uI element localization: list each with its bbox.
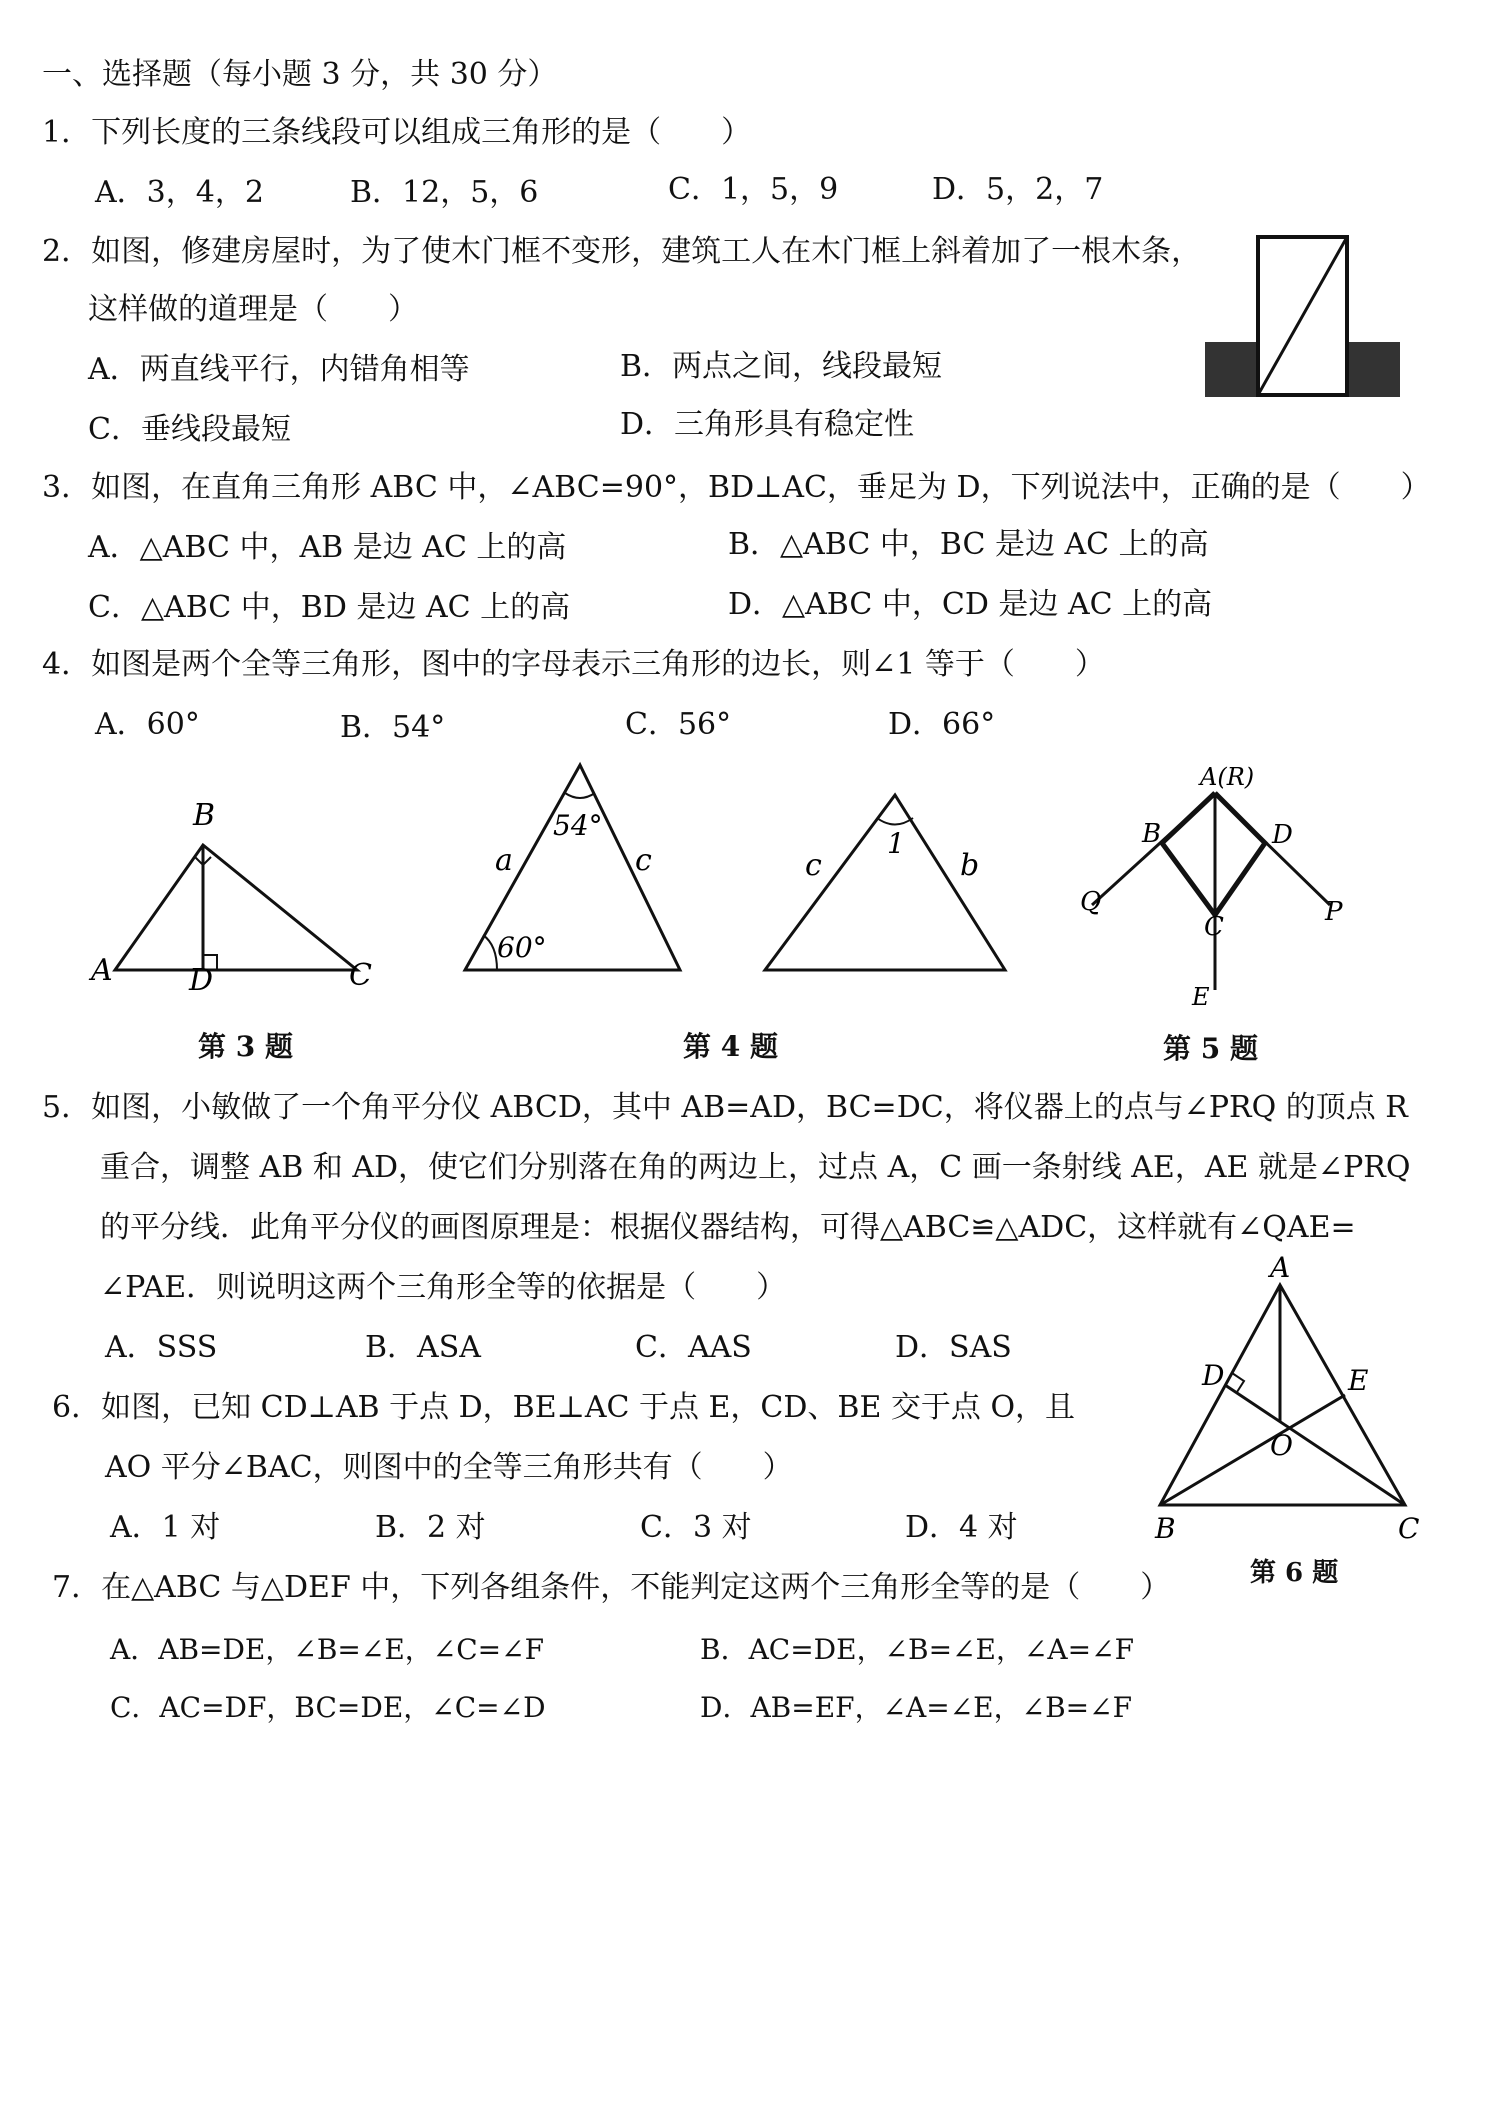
q5-option-d: D．SAS [895,1330,1012,1365]
q5-option-b: B．ASA [365,1330,481,1365]
q6-stem-cont: AO 平分∠BAC，则图中的全等三角形共有（ ） [105,1450,793,1485]
caption-q5: 第 5 题 [1163,1032,1258,1065]
q7-option-a: A．AB=DE，∠B=∠E，∠C=∠F [110,1633,545,1666]
q4-option-b: B．54° [340,710,446,745]
label-side-c: c [635,843,652,878]
label-angle-60: 60° [497,931,547,964]
q5-option-a: A．SSS [105,1330,218,1365]
q3-stem: 3．如图，在直角三角形 ABC 中，∠ABC=90°，BD⊥AC，垂足为 D，下列说法中，正确的是（ ） [42,470,1431,505]
q5-option-c: C．AAS [635,1330,752,1365]
label-side-b: b [960,848,980,883]
q7-stem: 7．在△ABC 与△DEF 中，下列各组条件，不能判定这两个三角形全等的是（ ） [52,1570,1171,1605]
label-ar: A(R) [1200,765,1255,791]
q4-figure-left [455,755,695,985]
label-b5: B [1142,819,1162,849]
q3-option-d: D．△ABC 中，CD 是边 AC 上的高 [728,587,1213,622]
q5-stem-line3: 的平分线．此角平分仪的画图原理是：根据仪器结构，可得△ABC≌△ADC，这样就有∠QAE= [100,1210,1356,1245]
q5-stem: 5．如图，小敏做了一个角平分仪 ABCD，其中 AB=AD，BC=DC，将仪器上的点与∠PRQ 的顶点 R [42,1090,1408,1125]
segment-be [1160,1395,1345,1505]
label-p: P [1325,897,1343,927]
label-side-c2: c [805,848,822,883]
q7-option-d: D．AB=EF，∠A=∠E，∠B=∠F [700,1691,1133,1724]
wall-right [1345,342,1400,397]
label-a: A [91,953,113,988]
label-c5: C [1204,912,1224,942]
q1-option-d: D．5，2，7 [932,172,1104,207]
label-e5: E [1192,983,1210,1011]
q3-option-a: A．△ABC 中，AB 是边 AC 上的高 [88,530,567,565]
label-q: Q [1080,887,1102,917]
label-c: C [349,958,372,993]
q5-stem-line4: ∠PAE．则说明这两个三角形全等的依据是（ ） [100,1270,787,1305]
q2-option-a: A．两直线平行，内错角相等 [88,352,470,387]
caption-q6: 第 6 题 [1250,1558,1339,1588]
q1-option-b: B．12，5，6 [350,175,539,210]
label-e6: E [1348,1364,1369,1397]
q4-option-c: C．56° [625,707,732,742]
q4-option-a: A．60° [95,707,200,742]
angle-mark-1 [877,818,913,825]
caption-q4: 第 4 题 [683,1030,778,1063]
q2-option-d: D．三角形具有稳定性 [620,407,915,442]
q2-option-c: C．垂线段最短 [88,412,291,447]
q1-option-a: A．3，4，2 [95,175,264,210]
label-a6: A [1270,1255,1291,1284]
label-angle-1: 1 [887,827,905,860]
label-angle-54: 54° [553,809,603,842]
q6-option-d: D．4 对 [905,1510,1018,1545]
q6-stem: 6．如图，已知 CD⊥AB 于点 D，BE⊥AC 于点 E，CD、BE 交于点 O，且 [52,1390,1076,1425]
q6-option-b: B．2 对 [375,1510,486,1545]
q3-option-b: B．△ABC 中，BC 是边 AC 上的高 [728,527,1209,562]
q2-door-figure [1205,232,1405,402]
label-side-a: a [495,843,513,878]
label-d6: D [1202,1359,1225,1392]
angle-mark-top [565,793,595,798]
q2-stem: 2．如图，修建房屋时，为了使木门框不变形，建筑工人在木门框上斜着加了一根木条， [42,234,1202,269]
q1-stem: 1．下列长度的三条线段可以组成三角形的是（ ） [42,115,752,150]
q2-stem-cont: 这样做的道理是（ ） [88,292,418,327]
label-b6: B [1155,1512,1176,1545]
q5-figure [1080,765,1360,1015]
label-b: B [193,798,216,833]
segment-cd [1225,1385,1405,1505]
q7-option-c: C．AC=DF，BC=DE，∠C=∠D [110,1691,546,1724]
triangle-abc [115,845,357,970]
q6-figure [1140,1255,1420,1545]
q3-option-c: C．△ABC 中，BD 是边 AC 上的高 [88,590,571,625]
q5-stem-line2: 重合，调整 AB 和 AD，使它们分别落在角的两边上，过点 A，C 画一条射线 AE，AE 就是∠PRQ [100,1150,1411,1185]
caption-q3: 第 3 题 [198,1030,293,1063]
q6-option-a: A．1 对 [110,1510,221,1545]
q4-figure-right [755,785,1015,985]
label-o6: O [1270,1429,1293,1462]
label-c6: C [1398,1512,1420,1545]
label-d: D [189,963,214,995]
q4-stem: 4．如图是两个全等三角形，图中的字母表示三角形的边长，则∠1 等于（ ） [42,647,1105,682]
section-title: 一、选择题（每小题 3 分，共 30 分） [42,57,558,92]
q6-option-c: C．3 对 [640,1510,752,1545]
q1-option-c: C．1，5，9 [668,172,839,207]
angle-mark-bottom [483,935,497,970]
q2-option-b: B．两点之间，线段最短 [620,349,943,384]
label-d5: D [1272,820,1293,850]
wall-left [1205,342,1260,397]
q7-option-b: B．AC=DE，∠B=∠E，∠A=∠F [700,1633,1135,1666]
q4-option-d: D．66° [888,707,996,742]
q3-figure [85,795,395,995]
